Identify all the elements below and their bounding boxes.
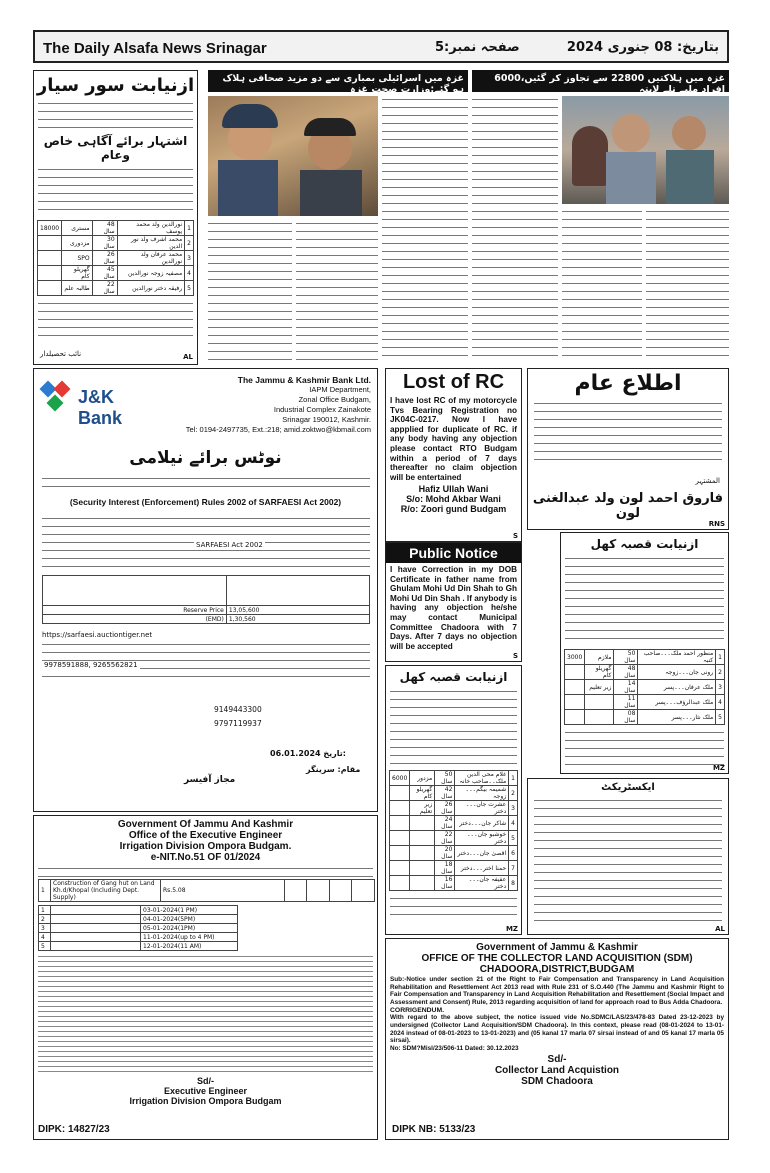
family-table (389, 770, 518, 891)
reserve-price: 13,05,600 (226, 606, 369, 615)
table-row: 5 ملک نثار۔۔۔پسر 08 سال (565, 710, 725, 725)
story-body-col (208, 220, 292, 360)
ad-code: AL (715, 925, 725, 933)
office-heading: Office of the Executive Engineer (128, 830, 283, 841)
ad-code: MZ (505, 925, 518, 933)
notice-footer-text (390, 895, 517, 921)
nit-terms (38, 954, 373, 1074)
issue-date: بتاریخ: 08 جنوری 2024 (566, 40, 719, 55)
notice-body (565, 555, 724, 645)
work-name: Construction of Gang hut on Land Kh.d/Khopal (Including Dept. Supply) (51, 880, 161, 902)
table-row: 1 غلام محی الدین ملک۔۔صاحب خانہ 50 سال مزدور 6000 (390, 771, 518, 786)
signature-mark: Sd/- (547, 1053, 567, 1065)
dipk-number: DIPK NB: 5133/23 (392, 1124, 476, 1135)
notice-subject: Sub:-Notice under section 21 of the Right to Fair Compensation and Transparency in Land Acquisition Rehabilitation and Resettlement Act 2013 read with Rule 231 of S.O.440 (The Jammu and Kashmir Right to Fair Compensation and Transparency in Land Acquisition Rehabilitation and Resettlement (Social Impact and Assessment and Consent) Rule, 2013 regarding acquisition of land for approach road to Bus Adda Chadoora. (390, 976, 724, 1006)
notice-body (534, 797, 722, 925)
notice-date: 06.01.2024 تاریخ: (270, 749, 346, 758)
table-row: 4 مصفیہ زوجہ نورالدین 45 سال گھریلو کام (38, 266, 194, 281)
sdm-land-acquisition-notice (385, 938, 729, 1140)
jk-bank-auction-notice (33, 368, 378, 812)
table-row: 8 عفیفہ جان۔۔۔دختر 16 سال (390, 876, 518, 891)
govt-heading: Government of Jammu & Kashmir (476, 942, 638, 953)
ad-code: RNS (708, 520, 725, 528)
contact-phone-2: 9149443300 (214, 705, 262, 714)
table-row: 3 05-01-2024(1PM) (39, 924, 238, 933)
signatory-title: Collector Land Acquistion (494, 1064, 620, 1076)
journalists-photo (208, 96, 378, 216)
lost-rc-notice (385, 368, 522, 542)
sorsayar-notice (33, 70, 198, 365)
work-cost: Rs.5.08 (161, 880, 285, 902)
table-row: 2 شمیمہ بیگم۔۔۔زوجہ 42 سال گھریلو کام (390, 786, 518, 801)
bank-logo-icon (42, 383, 72, 413)
table-row: 3 محمد عرفان ولد نورالدین 26 سال SPO (38, 251, 194, 266)
notice-body: I have Correction in my DOB Certificate in father name from Ghulam Mohi Ud Din Shah to Gh Mohi Ud Din Shah . If anybody is having any objection he/she may contact Municipal Committee Chadoora with 7 Days. After 7 days no objection will be accepted (390, 565, 517, 651)
ad-code: AL (183, 353, 193, 361)
table-row: 2 رونی جان۔۔۔زوجہ 48 سال گھریلو کام (565, 665, 725, 680)
signatory-title: Executive Engineer (163, 1086, 248, 1096)
page-number: صفحہ نمبر:5 (435, 40, 520, 55)
table-row: 2 محمد اشرف ولد نور الدین 30 سال مزدوری (38, 236, 194, 251)
table-row: 5 رفیقہ دختر نورالدین 22 سال طالبہ علم (38, 281, 194, 296)
auction-intro (42, 475, 370, 493)
ad-code: S (512, 532, 518, 540)
family-table (564, 649, 725, 725)
story-headline: غزہ میں اسرائیلی بمباری سے دو مزید صحافی ہلاک ہو گئے:وزارت صحت غزہ (208, 70, 468, 92)
notice-title: اطلاع عام (574, 371, 682, 396)
table-row: 5 خوشبو جان۔۔۔دختر 22 سال (390, 831, 518, 846)
masthead (33, 30, 729, 63)
qasba-khul-notice-2 (385, 665, 522, 935)
story-body-col (296, 220, 378, 360)
bank-logo-text: J&K Bank (78, 387, 123, 428)
bank-logo (42, 381, 162, 428)
reserve-price-label: Reserve Price (43, 606, 227, 615)
act-ref: SARFAESI Act 2002 (196, 541, 263, 549)
newspaper-title: The Daily Alsafa News Srinagar (43, 40, 267, 57)
table-row: 4 شاکر جان۔۔۔دختر 24 سال (390, 816, 518, 831)
advertiser-label: المشتہر (695, 477, 720, 485)
table-row: 1 منظور احمد ملک۔۔۔صاحب کنبہ 50 سال ملازم 3000 (565, 650, 725, 665)
work-table: 1 Construction of Gang hut on Land Kh.d/Khopal (Including Dept. Supply) Rs.5.08 (38, 879, 375, 902)
authorized-officer: مجاز آفیسر (184, 775, 236, 785)
table-row: 5 12-01-2024(11 AM) (39, 942, 238, 951)
nit-intro (38, 865, 373, 877)
advertiser-name: فاروق احمد لون ولد عبدالغنی لون (532, 491, 724, 521)
applicant-name: Hafiz Ullah Wani (418, 484, 489, 495)
ad-code: S (512, 652, 518, 660)
table-row: 6 اقصیٰ جان۔۔۔دختر 20 سال (390, 846, 518, 861)
notice-headline: ازنیابت سور سیار (36, 75, 195, 96)
govt-heading: Government Of Jammu And Kashmir (117, 819, 294, 830)
notice-body (390, 688, 517, 766)
notice-title: Lost of RC (402, 371, 505, 393)
notice-reference: No: SDM?Misl/23/506-11 Dated: 30.12.2023 (390, 1044, 519, 1052)
notice-place: مقام: سرینگر (306, 765, 361, 774)
story-headline: غزہ میں ہلاکتیں 22800 سے تجاوز کر گئیں،6000 افراد ملبے تلے لاپتہ (472, 70, 729, 92)
public-notice (385, 542, 522, 662)
nit-number: e-NIT.No.51 OF 01/2024 (150, 852, 261, 863)
signature-mark: Sd/- (197, 1076, 214, 1086)
office-heading: OFFICE OF THE COLLECTOR LAND ACQUISITION (SDM) (421, 953, 693, 964)
notice-footer-text (38, 300, 193, 340)
extract-notice (527, 778, 729, 935)
story-body-col (382, 96, 468, 358)
reserve-table (42, 575, 370, 624)
table-row: 3 ملک عرفان۔۔۔پسر 14 سال زیر تعلیم (565, 680, 725, 695)
emd-label: (EMD) (43, 615, 227, 624)
auction-url: https://sarfaesi.auctiontiger.net (42, 631, 153, 639)
notice-body (38, 166, 193, 216)
irrigation-nit-notice (33, 815, 378, 1140)
qasba-khul-notice-1 (560, 532, 729, 774)
story-body-col (472, 96, 558, 360)
applicant-residence: R/o: Zoori gund Budgam (400, 504, 507, 515)
notice-body: I have lost RC of my motorcycle Tvs Bearing Registration no JK04C-0217. Now I have appplied for duplicate of RC. if any body having any objection please contact RTO Budgam within a period of 7 days thereafter no claim objection will be entertained (390, 396, 517, 482)
table-row: 3 عشرت جان۔۔۔دختر 26 سال زیر تعلیم (390, 801, 518, 816)
auction-title: نوٹس برائے نیلامی (129, 448, 282, 468)
story-body-col (646, 208, 729, 360)
corrigendum-body: With regard to the above subject, the notice issued vide No.SDMC/LAS/23/478-83 Dated 23-12-2023 by undersigned (Collector Land Acquisition/SDM Chadoora). In this context, please read (08-01-2024 to 13-01-2024 instead of 08-01-2023 to 13-01-2023) and (05 kanal 17 marla 07 sirsai instead of and 05 kanal 17 marla 05 sirsai). (390, 1014, 724, 1045)
public-info-notice (527, 368, 729, 530)
notice-title: ازنیابت قصبہ کھل (590, 537, 699, 551)
table-row: 4 ملک عبدالرؤف۔۔۔پسر 11 سال (565, 695, 725, 710)
applicant-parent: S/o: Mohd Akbar Wani (406, 494, 501, 505)
table-row: 2 04-01-2024(5PM) (39, 915, 238, 924)
notice-body (534, 400, 722, 464)
table-row: 7 حمنا اختر۔۔۔دختر 18 سال (390, 861, 518, 876)
gaza-photo (562, 96, 729, 204)
family-table (37, 220, 194, 296)
signature: نائب تحصیلدار (40, 350, 82, 358)
auction-rules: (Security Interest (Enforcement) Rules 2002 of SARFAESI Act 2002) (69, 497, 342, 507)
schedule-table (38, 905, 238, 951)
contact-phone-3: 9797119937 (214, 719, 262, 728)
notice-title: ایکسٹریکٹ (601, 782, 655, 793)
ad-code: MZ (712, 764, 725, 772)
emd-amount: 1,30,560 (226, 615, 369, 624)
district-heading: CHADOORA,DISTRICT,BUDGAM (479, 964, 635, 975)
table-row: 1 نورالدین ولد محمد یوسف 48 سال مستری 18000 (38, 221, 194, 236)
notice-title: Public Notice (386, 543, 521, 563)
bank-address: The Jammu & Kashmir Bank Ltd. IAPM Department, Zonal Office Budgam, Industrial Complex Zainakote Srinagar 190012, Kashmir. Tel: 0194-2497735, Ext.:218; amid.zoktwo@kbmail.com (185, 375, 371, 434)
table-row: 1 03-01-2024(1 PM) (39, 906, 238, 915)
contact-phones: 9978591888, 9265562821 (44, 661, 138, 669)
notice-subheading: اشتہار برائے آگاہی خاص وعام (43, 134, 188, 162)
dipk-number: DIPK: 14827/23 (38, 1124, 110, 1135)
story-body-col (562, 208, 642, 360)
signatory-office: SDM Chadoora (521, 1075, 593, 1087)
table-row: 4 11-01-2024(up to 4 PM) (39, 933, 238, 942)
division-heading: Irrigation Division Ompora Budgam. (119, 841, 292, 852)
signatory-division: Irrigation Division Ompora Budgam (129, 1096, 282, 1106)
corrigendum-label: CORRIGENDUM. (390, 1007, 444, 1015)
notice-title: ازنیابت قصبہ کھل (399, 670, 508, 684)
notice-footer-text (565, 729, 724, 769)
news-story-gaza (472, 70, 729, 360)
news-story-journalists (208, 70, 468, 360)
notice-text (38, 100, 193, 130)
